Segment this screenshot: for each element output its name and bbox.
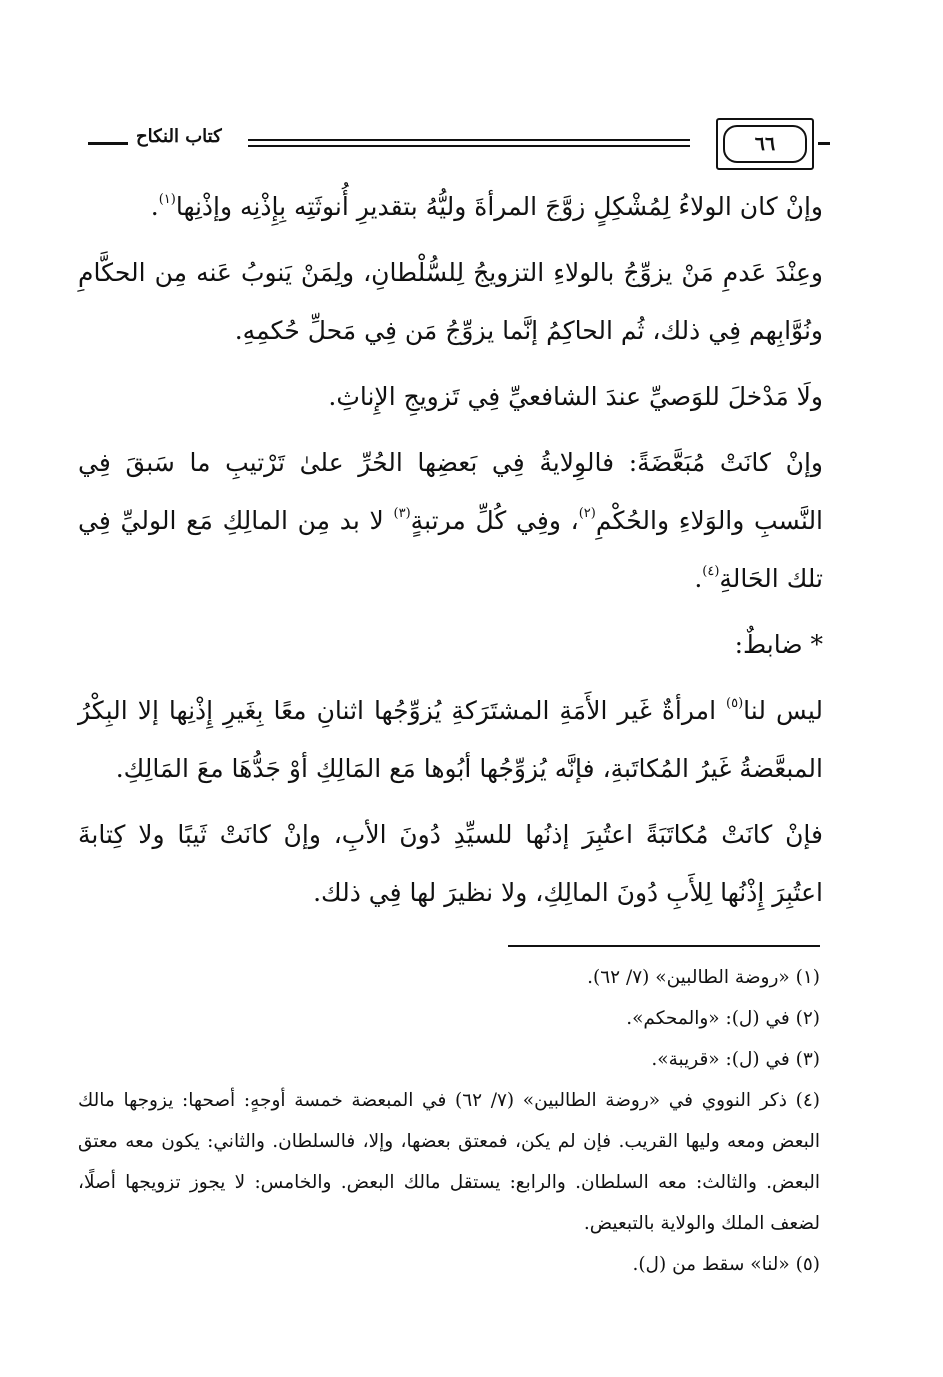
paragraph: وعِنْدَ عَدمِ مَنْ يزوِّجُ بالولاءِ التزويجُ لِلسُّلْطانِ، ولِمَنْ يَنوبُ عَنه مِن الحكَّامِ ونُوَّابِهم فِي ذلك، ثُم الحاكِمُ إنَّما يزوِّجُ مَن فِي مَحلِّ حُكمِهِ. bbox=[78, 258, 824, 345]
footnote: (٥) «لنا» سقط من (ل). bbox=[632, 1254, 820, 1275]
paragraph: وإنْ كان الولاءُ لِمُشْكِلٍ زوَّجَ المرأةَ وليُّهُ بتقديرِ أُنوثَتِه بِإِذْنِه وإذْنِها$^{(١)}$. bbox=[150, 192, 823, 221]
header-left-rule bbox=[88, 142, 128, 145]
footnote-ref: (٤) bbox=[702, 564, 720, 579]
footnote: (٣) في (ل): «قريبة». bbox=[651, 1049, 820, 1070]
header-double-rule-bottom bbox=[248, 145, 690, 147]
paragraph: ولَا مَدْخلَ للوَصيِّ عندَ الشافعيِّ فِي تَزويجِ الإِناثِ. bbox=[328, 382, 823, 411]
page-number-frame bbox=[716, 118, 814, 170]
section-heading: * ضابطٌ: bbox=[734, 630, 823, 659]
main-text bbox=[78, 178, 823, 922]
footnote: (٢) في (ل): «والمحكم». bbox=[626, 1008, 820, 1029]
footnote: (٤) ذكر النووي في «روضة الطالبين» (٧/ ٦٢) في المبعضة خمسة أوجهٍ: أصحها: يزوجها مالك البعض ومعه وليها القريب. فإن لم يكن، فمعتق بعضها، وإلا، فالسلطان. والثاني: يكون معه معتق البعض. والثالث: معه السلطان. والرابع: يستقل مالك البعض. والخامس: لا يجوز تزويجها أصلًا، لضعف الملك والولاية بالتبعيض. bbox=[78, 1090, 820, 1234]
book-title: كتاب النكاح bbox=[136, 126, 222, 147]
footnotes bbox=[78, 957, 820, 1285]
paragraph: ليس لنا$^{(٥)}$ امرأةٌ غَير الأَمَةِ المشتَرَكةِ يُزوِّجُها اثنانِ معًا بِغَيرِ إِذْنِها إلا البِكْرُ المبعَّضةُ غَيرُ المُكاتَبةِ، فإنَّه يُزوِّجُها أبُوها مَع المَالِكِ أوْ جَدُّهَا معَ المَالِكِ. bbox=[78, 696, 823, 783]
running-header bbox=[80, 118, 830, 172]
footnote-ref: (٥) bbox=[726, 696, 744, 711]
footnote-separator bbox=[508, 945, 820, 947]
header-right-rule bbox=[818, 142, 830, 145]
paragraph: فإنْ كانَتْ مُكاتَبَةً اعتُبِرَ إذنُها للسيِّدِ دُونَ الأبِ، وإنْ كانَتْ ثَيبًا ولا كِتابةَ اعتُبِرَ إِذْنُها لِلأَبِ دُونَ المالِكِ، ولا نظيرَ لها فِي ذلك. bbox=[78, 820, 823, 907]
footnote-ref: (٣) bbox=[393, 506, 411, 521]
footnote: (١) «روضة الطالبين» (٧/ ٦٢). bbox=[587, 967, 820, 988]
footnote-ref: (٢) bbox=[578, 506, 596, 521]
page-number: ٦٦ bbox=[723, 125, 807, 163]
paragraph: وإنْ كانَتْ مُبَعَّضَةً: فالوِلايةُ فِي بَعضِها الحُرِّ علىٰ تَرْتيبِ ما سَبقَ فِي النَّسبِ والوَلاءِ والحُكْمِ$^{(٢)}$، وفِي كُلِّ مرتبةٍ$^{(٣)}$ لا بد مِن المالِكِ مَع الوليِّ فِي تلك الحَالةِ$^{(٤)}$. bbox=[78, 448, 824, 593]
header-double-rule-top bbox=[248, 139, 690, 141]
footnote-ref: (١) bbox=[158, 192, 176, 207]
